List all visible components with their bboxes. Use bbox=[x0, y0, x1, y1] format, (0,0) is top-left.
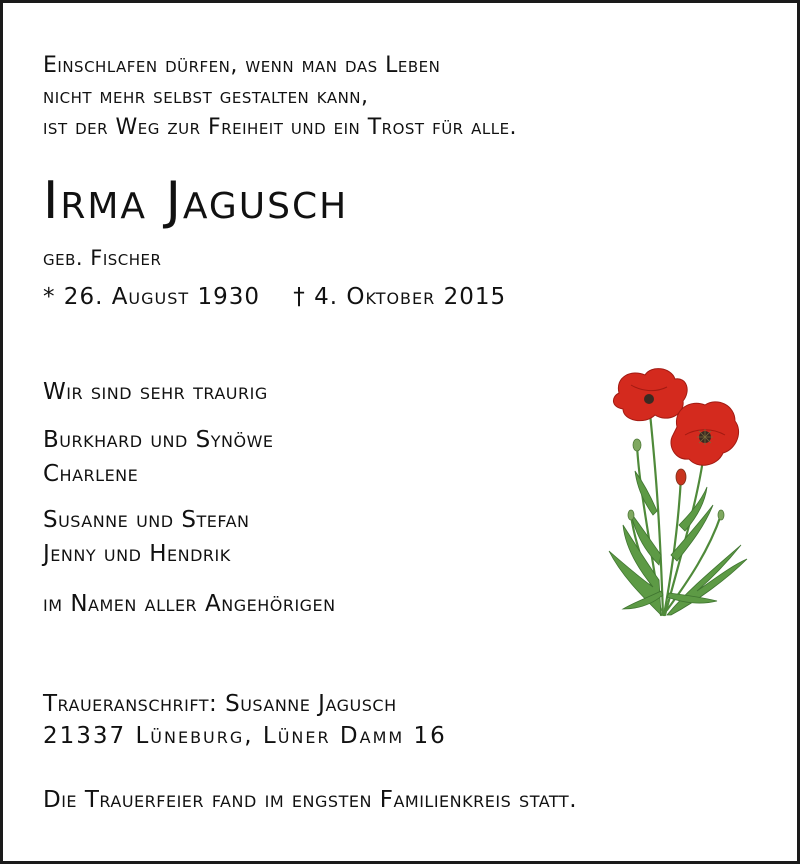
family-line-2: Burkhard und Synöwe bbox=[43, 427, 274, 453]
quote-line-2: nicht mehr selbst gestalten kann, bbox=[43, 84, 369, 109]
address-line-1: Traueranschrift: Susanne Jagusch bbox=[43, 691, 397, 717]
poppy-flower-illustration bbox=[601, 365, 751, 617]
family-line-5: Jenny und Hendrik bbox=[43, 541, 231, 567]
life-dates: * 26. August 1930 † 4. Oktober 2015 bbox=[43, 284, 507, 310]
quote-line-1: Einschlafen dürfen, wenn man das Leben bbox=[43, 53, 441, 78]
family-line-4: Susanne und Stefan bbox=[43, 507, 250, 533]
family-line-6: im Namen aller Angehörigen bbox=[43, 591, 336, 617]
birth-name: geb. Fischer bbox=[43, 246, 162, 270]
address-line-2: 21337 Lüneburg, Lüner Damm 16 bbox=[43, 723, 447, 749]
family-line-1: Wir sind sehr traurig bbox=[43, 379, 268, 405]
deceased-name: Irma Jagusch bbox=[43, 171, 349, 231]
family-line-3: Charlene bbox=[43, 461, 139, 487]
quote-line-3: ist der Weg zur Freiheit und ein Trost für alle. bbox=[43, 115, 518, 140]
closing-note: Die Trauerfeier fand im engsten Familienkreis statt. bbox=[43, 787, 578, 813]
